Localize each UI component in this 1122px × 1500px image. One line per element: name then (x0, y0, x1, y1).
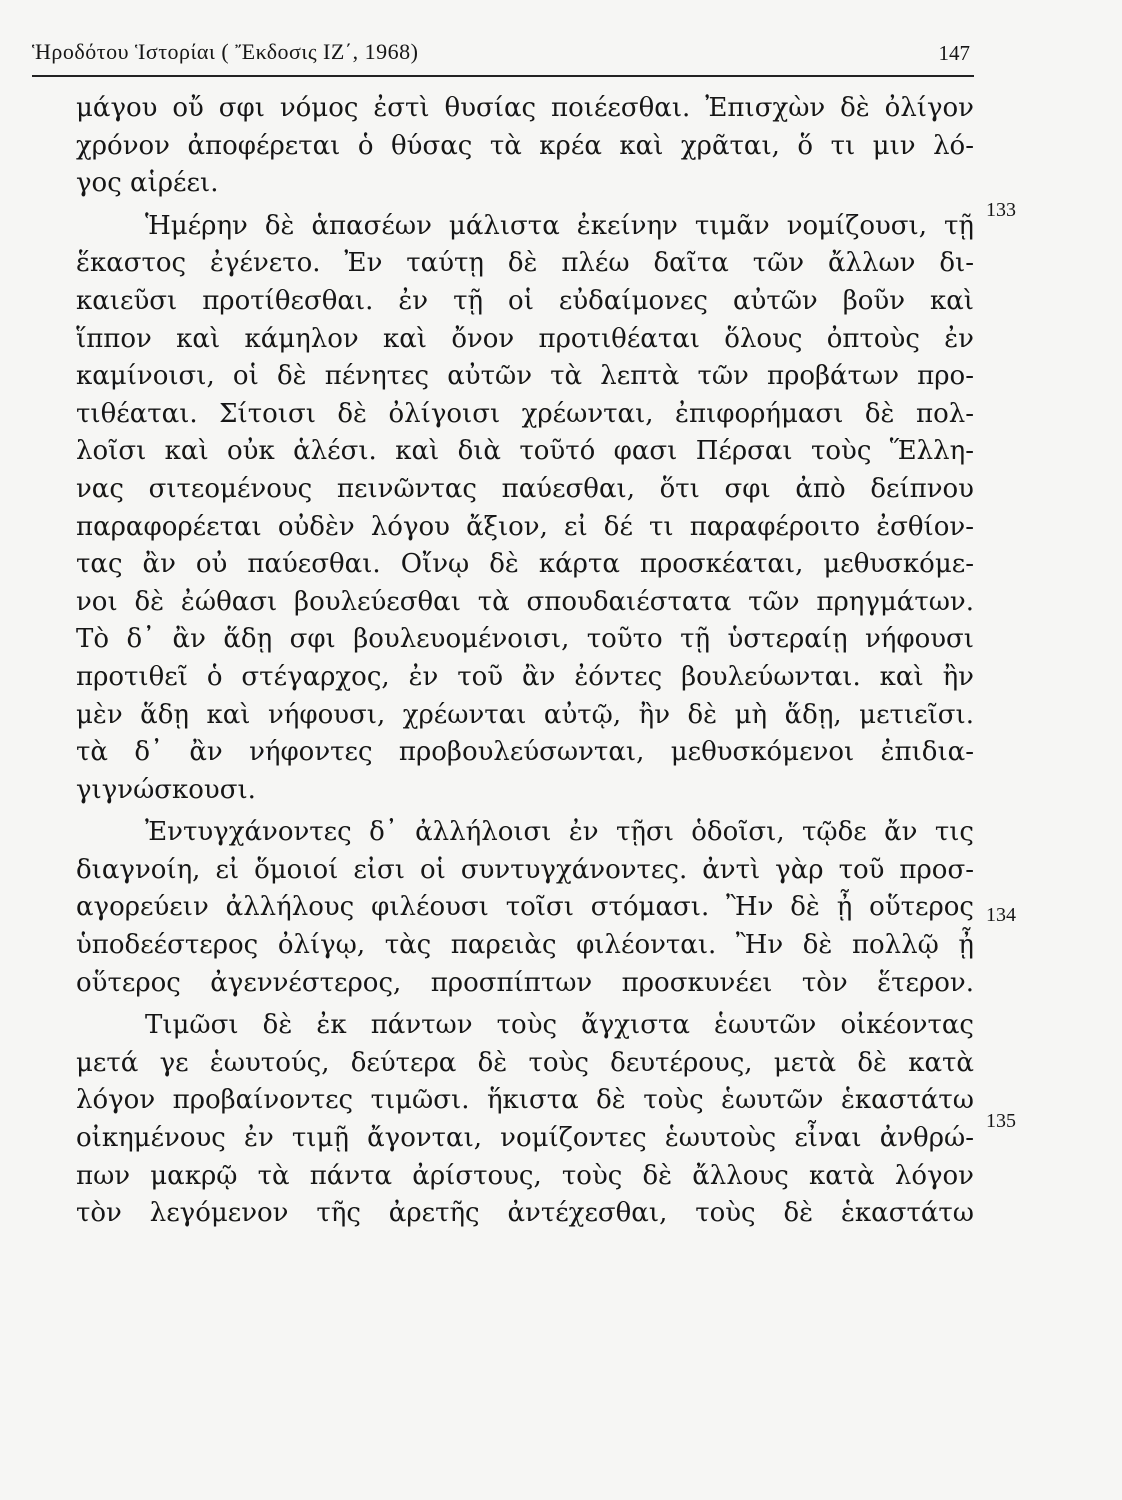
text-line: ἵππον καὶ κάμηλον καὶ ὄνον προτιθέαται ὅλους ὀπτοὺς ἐν (76, 323, 974, 354)
text-line: καμίνοισι, οἱ δὲ πένητες αὐτῶν τὰ λεπτὰ τῶν προβάτων προ- (76, 361, 974, 392)
text-line: τὰ δ᾽ ἂν νήφοντες προβουλεύσωνται, μεθυσκόμενοι ἐπιδια- (76, 737, 974, 768)
text-line: χρόνον ἀποφέρεται ὁ θύσας τὰ κρέα καὶ χρᾶται, ὅ τι μιν λό- (76, 130, 974, 161)
main-text (76, 90, 974, 1233)
paragraph-134 (76, 814, 974, 1002)
text-line: μάγου οὔ σφι νόμος ἐστὶ θυσίας ποιέεσθαι. Ἐπισχὼν δὲ ὀλίγον (76, 93, 974, 123)
text-line: ἕκαστος ἐγένετο. Ἐν ταύτῃ δὲ πλέω δαῖτα τῶν ἄλλων δι- (76, 248, 974, 279)
running-head (32, 37, 974, 77)
text-line: τιθέαται. Σίτοισι δὲ ὀλίγοισι χρέωνται, ἐπιφορήμασι δὲ πολ- (76, 398, 974, 429)
text-line: μὲν ἅδῃ καὶ νήφουσι, χρέωνται αὐτῷ, ἢν δὲ μὴ ἅδῃ, μετιεῖσι. (76, 699, 974, 730)
text-line: γιγνώσκουσι. (76, 774, 256, 805)
text-line: Ἡμέρην δὲ ἁπασέων μάλιστα ἐκείνην τιμᾶν νομίζουσι, τῇ (145, 210, 974, 241)
text-line: Τιμῶσι δὲ ἐκ πάντων τοὺς ἄγχιστα ἑωυτῶν οἰκέοντας (145, 1010, 974, 1041)
text-line: διαγνοίη, εἰ ὅμοιοί εἰσι οἱ συντυγχάνοντες. ἀντὶ γὰρ τοῦ προσ- (76, 854, 974, 885)
text-line: γος αἱρέει. (76, 168, 219, 199)
section-number-135: 135 (986, 1110, 1016, 1132)
text-line: νοι δὲ ἐώθασι βουλεύεσθαι τὰ σπουδαιέστατα τῶν πρηγμάτων. (76, 586, 974, 617)
text-line: μετά γε ἑωυτούς, δεύτερα δὲ τοὺς δευτέρους, μετὰ δὲ κατὰ (76, 1047, 974, 1078)
text-line: πων μακρῷ τὰ πάντα ἀρίστους, τοὺς δὲ ἄλλους κατὰ λόγον (76, 1160, 974, 1191)
text-line: λοῖσι καὶ οὐκ ἁλέσι. καὶ διὰ τοῦτό φασι Πέρσαι τοὺς Ἕλλη- (76, 436, 974, 467)
text-line: καιεῦσι προτίθεσθαι. ἐν τῇ οἱ εὐδαίμονες αὐτῶν βοῦν καὶ (76, 285, 974, 316)
text-line: παραφορέεται οὐδὲν λόγου ἄξιον, εἰ δέ τι παραφέροιτο ἐσθίον- (76, 511, 974, 542)
text-line: Τὸ δ᾽ ἂν ἅδῃ σφι βουλευομένοισι, τοῦτο τῇ ὑστεραίῃ νήφουσι (76, 624, 974, 655)
text-line: τας ἂν οὐ παύεσθαι. Οἴνῳ δὲ κάρτα προσκέαται, μεθυσκόμε- (76, 549, 974, 580)
section-number-133: 133 (986, 199, 1016, 221)
text-line: Ἐντυγχάνοντες δ᾽ ἀλλήλοισι ἐν τῇσι ὁδοῖσι, τῷδε ἄν τις (145, 817, 974, 848)
text-line: οὕτερος ἀγεννέστερος, προσπίπτων προσκυνέει τὸν ἕτερον. (76, 967, 974, 998)
text-line: προτιθεῖ ὁ στέγαρχος, ἐν τοῦ ἂν ἐόντες βουλεύωνται. καὶ ἢν (76, 661, 974, 692)
text-line: οἰκημένους ἐν τιμῇ ἄγονται, νομίζοντες ἑωυτοὺς εἶναι ἀνθρώ- (76, 1123, 974, 1154)
text-line: νας σιτεομένους πεινῶντας παύεσθαι, ὅτι σφι ἀπὸ δείπνου (76, 473, 974, 504)
section-number-134: 134 (986, 904, 1016, 926)
running-head-title: Ἡροδότου Ἱστορίαι ( Ἔκδοσις ΙΖ΄, 1968) (32, 39, 419, 64)
text-line: τὸν λεγόμενον τῆς ἀρετῆς ἀντέχεσθαι, τοὺς δὲ ἑκαστάτω (76, 1198, 974, 1229)
text-line: λόγον προβαίνοντες τιμῶσι. ἥκιστα δὲ τοὺς ἑωυτῶν ἑκαστάτω (76, 1085, 974, 1116)
paragraph-end-132 (76, 90, 974, 203)
text-line: ὑποδεέστερος ὀλίγῳ, τὰς παρειὰς φιλέονται. Ἢν δὲ πολλῷ ᾖ (76, 930, 974, 961)
paragraph-135 (76, 1007, 974, 1233)
page-number: 147 (938, 41, 970, 65)
paragraph-133 (76, 208, 974, 810)
text-line: αγορεύειν ἀλλήλους φιλέουσι τοῖσι στόμασι. Ἢν δὲ ᾖ οὕτερος (76, 892, 974, 923)
